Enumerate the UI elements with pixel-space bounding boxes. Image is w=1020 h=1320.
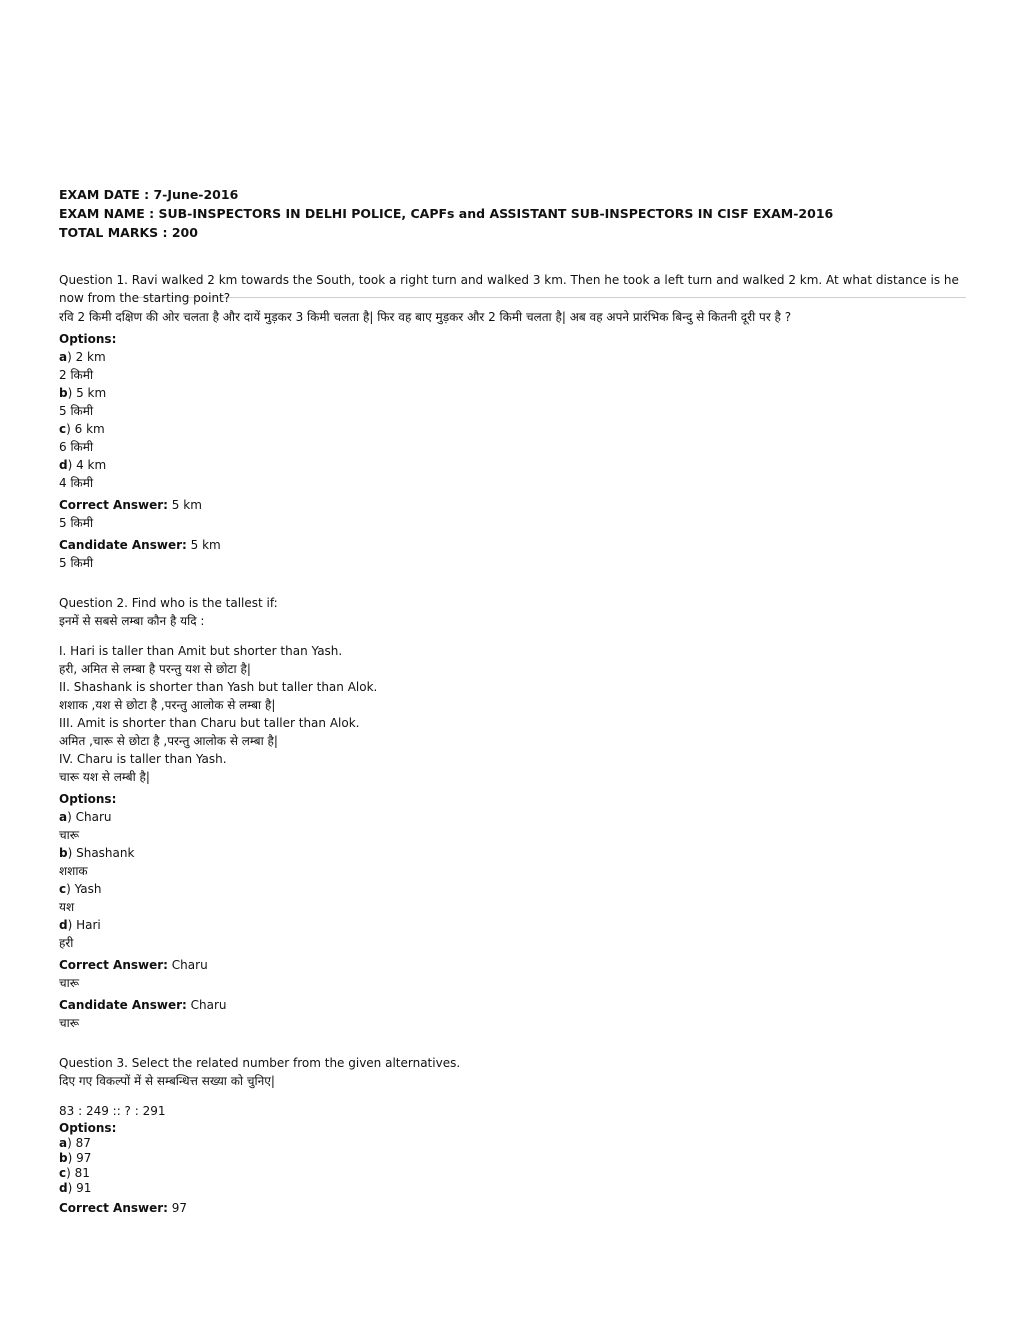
option-b: b) 97	[59, 1151, 92, 1165]
option-c: c) 6 km	[59, 422, 105, 436]
option-d: d) 4 km	[59, 458, 107, 472]
candidate-answer: Candidate Answer: 5 km	[59, 538, 221, 552]
exam-document	[59, 185, 969, 1217]
option-d: d) 91	[59, 1181, 92, 1195]
correct-answer-hindi: चारू	[59, 976, 80, 990]
candidate-answer-hindi: 5 किमी	[59, 556, 94, 570]
question-1-hindi: रवि 2 किमी दक्षिण की ओर चलता है और दायें मुड़कर 3 किमी चलता है| फिर वह बाए मुड़कर और 2 किमी चलता है| अब वह अपने प्रारंभिक बिन्दु से कितनी दूरी पर है ?	[59, 310, 792, 324]
option-a-hindi: 2 किमी	[59, 368, 94, 382]
exam-date: EXAM DATE : 7-June-2016	[59, 187, 239, 202]
statement-3: III. Amit is shorter than Charu but taller than Alok.	[59, 716, 360, 730]
statement-4-hindi: चारू यश से लम्बी है|	[59, 770, 150, 784]
option-c-hindi: 6 किमी	[59, 440, 94, 454]
statement-1-hindi: हरी, अमित से लम्बा है परन्तु यश से छोटा है|	[59, 662, 251, 676]
statement-2: II. Shashank is shorter than Yash but taller than Alok.	[59, 680, 378, 694]
options-label: Options:	[59, 332, 117, 346]
option-d-hindi: 4 किमी	[59, 476, 94, 490]
question-2	[59, 594, 969, 1032]
options-label: Options:	[59, 792, 117, 806]
option-b: b) 5 km	[59, 386, 107, 400]
candidate-answer: Candidate Answer: Charu	[59, 998, 227, 1012]
option-c: c) 81	[59, 1166, 90, 1180]
question-3-hindi: दिए गए विकल्पों में से सम्बन्धित्त सख्या को चुनिए|	[59, 1074, 275, 1088]
statement-2-hindi: शशाक ,यश से छोटा है ,परन्तु आलोक से लम्बा है|	[59, 698, 276, 712]
question-1	[59, 271, 969, 572]
question-3-text: Question 3. Select the related number from the given alternatives.	[59, 1056, 461, 1070]
option-a: a) 87	[59, 1136, 91, 1150]
question-2-text: Question 2. Find who is the tallest if:	[59, 596, 278, 610]
option-d-hindi: हरी	[59, 936, 74, 950]
candidate-answer-hindi: चारू	[59, 1016, 80, 1030]
question-2-hindi: इनमें से सबसे लम्बा कौन है यदि :	[59, 614, 205, 628]
option-c: c) Yash	[59, 882, 102, 896]
option-c-hindi: यश	[59, 900, 75, 914]
option-b: b) Shashank	[59, 846, 135, 860]
statement-3-hindi: अमित ,चारू से छोटा है ,परन्तु आलोक से लम्बा है|	[59, 734, 278, 748]
option-d: d) Hari	[59, 918, 101, 932]
option-a-hindi: चारू	[59, 828, 80, 842]
statement-4: IV. Charu is taller than Yash.	[59, 752, 227, 766]
option-a: a) 2 km	[59, 350, 106, 364]
question-3	[59, 1054, 969, 1217]
correct-answer: Correct Answer: 5 km	[59, 498, 202, 512]
total-marks: TOTAL MARKS : 200	[59, 225, 198, 240]
number-analogy: 83 : 249 :: ? : 291	[59, 1104, 166, 1118]
statement-1: I. Hari is taller than Amit but shorter than Yash.	[59, 644, 343, 658]
option-b-hindi: शशाक	[59, 864, 88, 878]
correct-answer-hindi: 5 किमी	[59, 516, 94, 530]
question-1-text: Question 1. Ravi walked 2 km towards the South, took a right turn and walked 3 km. Then he took a left turn and walked 2 km. At what distance is he now from the starting point?	[59, 273, 959, 305]
options-label: Options:	[59, 1121, 117, 1135]
exam-name: EXAM NAME : SUB-INSPECTORS IN DELHI POLICE, CAPFs and ASSISTANT SUB-INSPECTORS IN CISF EXAM-2016	[59, 206, 834, 221]
option-b-hindi: 5 किमी	[59, 404, 94, 418]
option-a: a) Charu	[59, 810, 112, 824]
correct-answer: Correct Answer: 97	[59, 1201, 188, 1215]
correct-answer: Correct Answer: Charu	[59, 958, 208, 972]
